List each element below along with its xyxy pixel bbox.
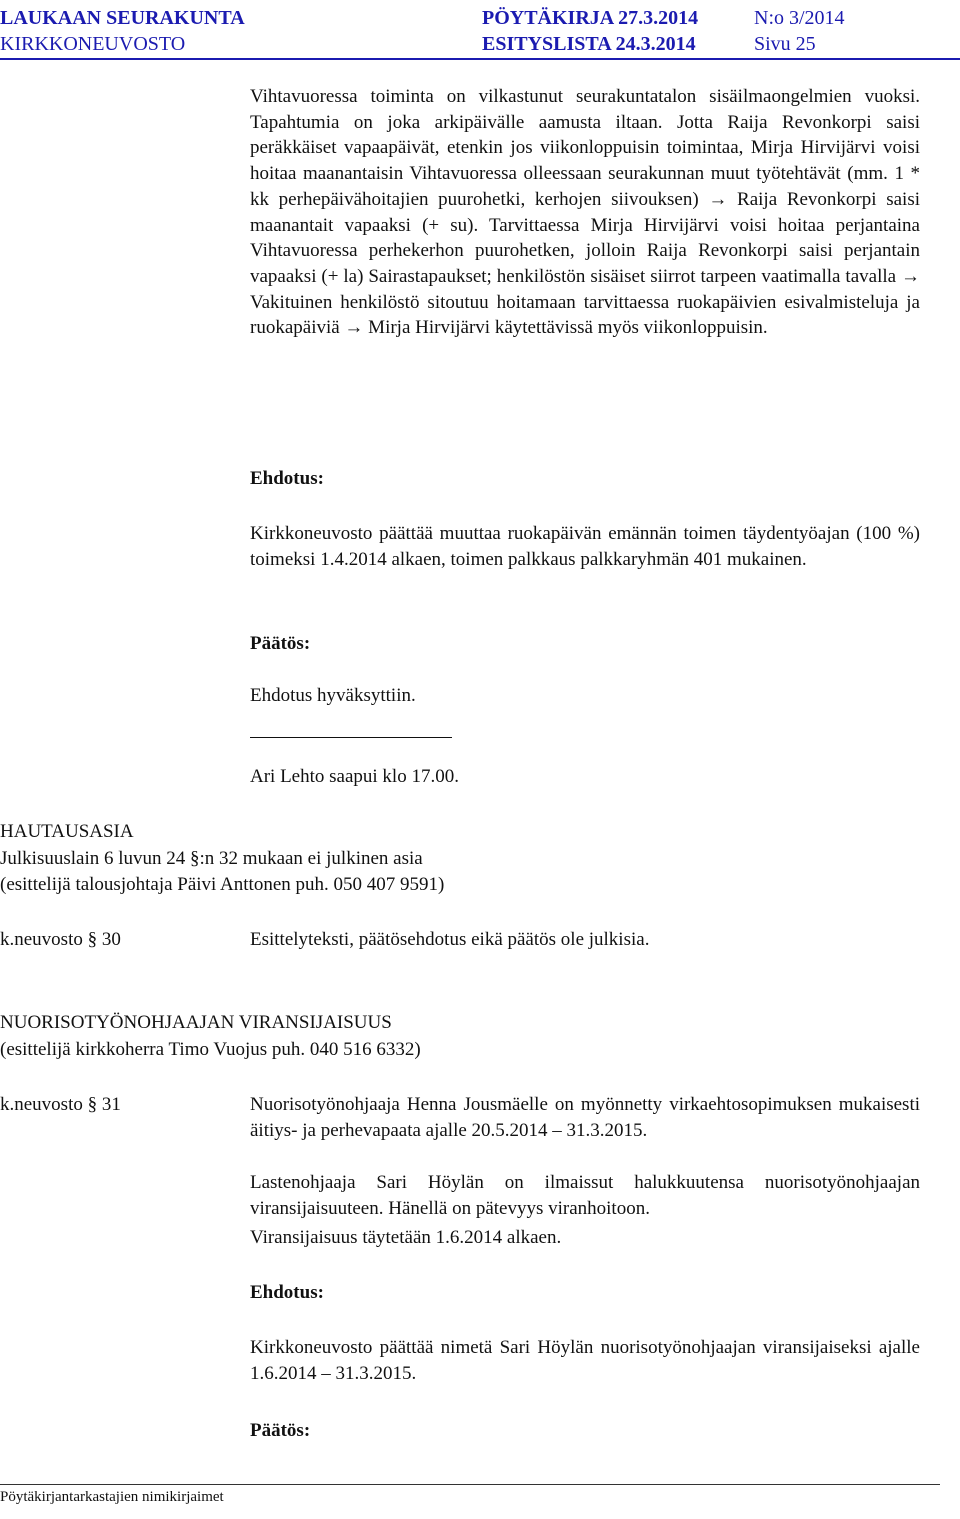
agenda-date: ESITYSLISTA 24.3.2014 <box>482 33 696 55</box>
header-divider <box>0 58 960 60</box>
section1-rule <box>250 737 452 738</box>
section2-text: Esittelyteksti, päätösehdotus eikä päätös ole julkisia. <box>250 929 650 950</box>
page-number: Sivu 25 <box>754 33 816 55</box>
section1-note: Ari Lehto saapui klo 17.00. <box>250 766 459 787</box>
section3-decision-heading: Päätös: <box>250 1420 311 1441</box>
section2-ref: k.neuvosto § 30 <box>0 929 121 950</box>
section3-proposal: Kirkkoneuvosto päättää nimetä Sari Höylän nuorisotyönohjaajan viransijaiseksi ajalle 1.6.2014 – 31.3.2015. <box>250 1337 920 1384</box>
section2-title: HAUTAUSASIA <box>0 821 134 842</box>
footer-label: Pöytäkirjantarkastajien nimikirjaimet <box>0 1489 224 1505</box>
section3-ref: k.neuvosto § 31 <box>0 1094 121 1115</box>
section3-para2b: Viransijaisuus täytetään 1.6.2014 alkaen. <box>250 1227 562 1248</box>
footer-divider <box>0 1484 940 1485</box>
section1-decision: Ehdotus hyväksyttiin. <box>250 685 416 706</box>
section3-proposal-heading: Ehdotus: <box>250 1282 324 1303</box>
section1-proposal: Kirkkoneuvosto päättää muuttaa ruokapäivän emännän toimen täydentyöajan (100 %) toimeksi 1.4.2014 alkaen, toimen palkkaus palkkaryhmän 401 mukainen. <box>250 523 920 570</box>
org-name: LAUKAAN SEURAKUNTA <box>0 7 245 29</box>
section1-body: Vihtavuoressa toiminta on vilkastunut seurakuntatalon sisäilmaongelmien vuoksi. Tapahtumia on joka arkipäivälle aamusta iltaan. Jotta Raija Revonkorpi saisi peräkkäiset vapaapäivät, etenkin jos viikonloppuisin toimintaa, Mirja Hirvijärvi voisi hoitaa maanantaisin Vihtavuoressa olleessaan seurakunnan muut työtehtävät (mm. 1 * kk perhepäivähoitajien puurohetki, kerhojen siivouksen) → Raija Revonkorpi saisi maanantait vapaaksi (+ su). Tarvittaessa Mirja Hirvijärvi voisi hoitaa perjantaina Vihtavuoressa perhekerhon puurohetken, jolloin Raija Revonkorpi saisi perjantain vapaaksi (+ la) Sairastapaukset; henkilöstön sisäiset siirrot tarpeen vaatimalla tavalla → Vakituinen henkilöstö sitoutuu hoitamaan tarvittaessa ruokapäivien esivalmisteluja ja ruokapäiviä → Mirja Hirvijärvi käytettävissä myös viikonloppuisin. <box>250 86 920 339</box>
section2-line2: (esittelijä talousjohtaja Päivi Anttonen puh. 050 407 9591) <box>0 874 445 895</box>
body-name: KIRKKONEUVOSTO <box>0 33 186 55</box>
section3-para1: Nuorisotyönohjaaja Henna Jousmäelle on myönnetty virkaehtosopimuksen mukaisesti äitiys- ja perhevapaata ajalle 20.5.2014 – 31.3.2015. <box>250 1094 920 1141</box>
section1-proposal-heading: Ehdotus: <box>250 468 324 489</box>
section1-decision-heading: Päätös: <box>250 633 311 654</box>
meeting-number: N:o 3/2014 <box>754 7 845 29</box>
section3-para2a: Lastenohjaaja Sari Höylän on ilmaissut halukkuutensa nuorisotyönohjaajan viransijaisuuteen. Hänellä on pätevyys viranhoitoon. <box>250 1172 920 1219</box>
section3-presenter: (esittelijä kirkkoherra Timo Vuojus puh. 040 516 6332) <box>0 1039 421 1060</box>
minutes-date: PÖYTÄKIRJA 27.3.2014 <box>482 7 699 29</box>
section2-line1: Julkisuuslain 6 luvun 24 §:n 32 mukaan ei julkinen asia <box>0 848 423 869</box>
section3-title: NUORISOTYÖNOHJAAJAN VIRANSIJAISUUS <box>0 1012 392 1033</box>
